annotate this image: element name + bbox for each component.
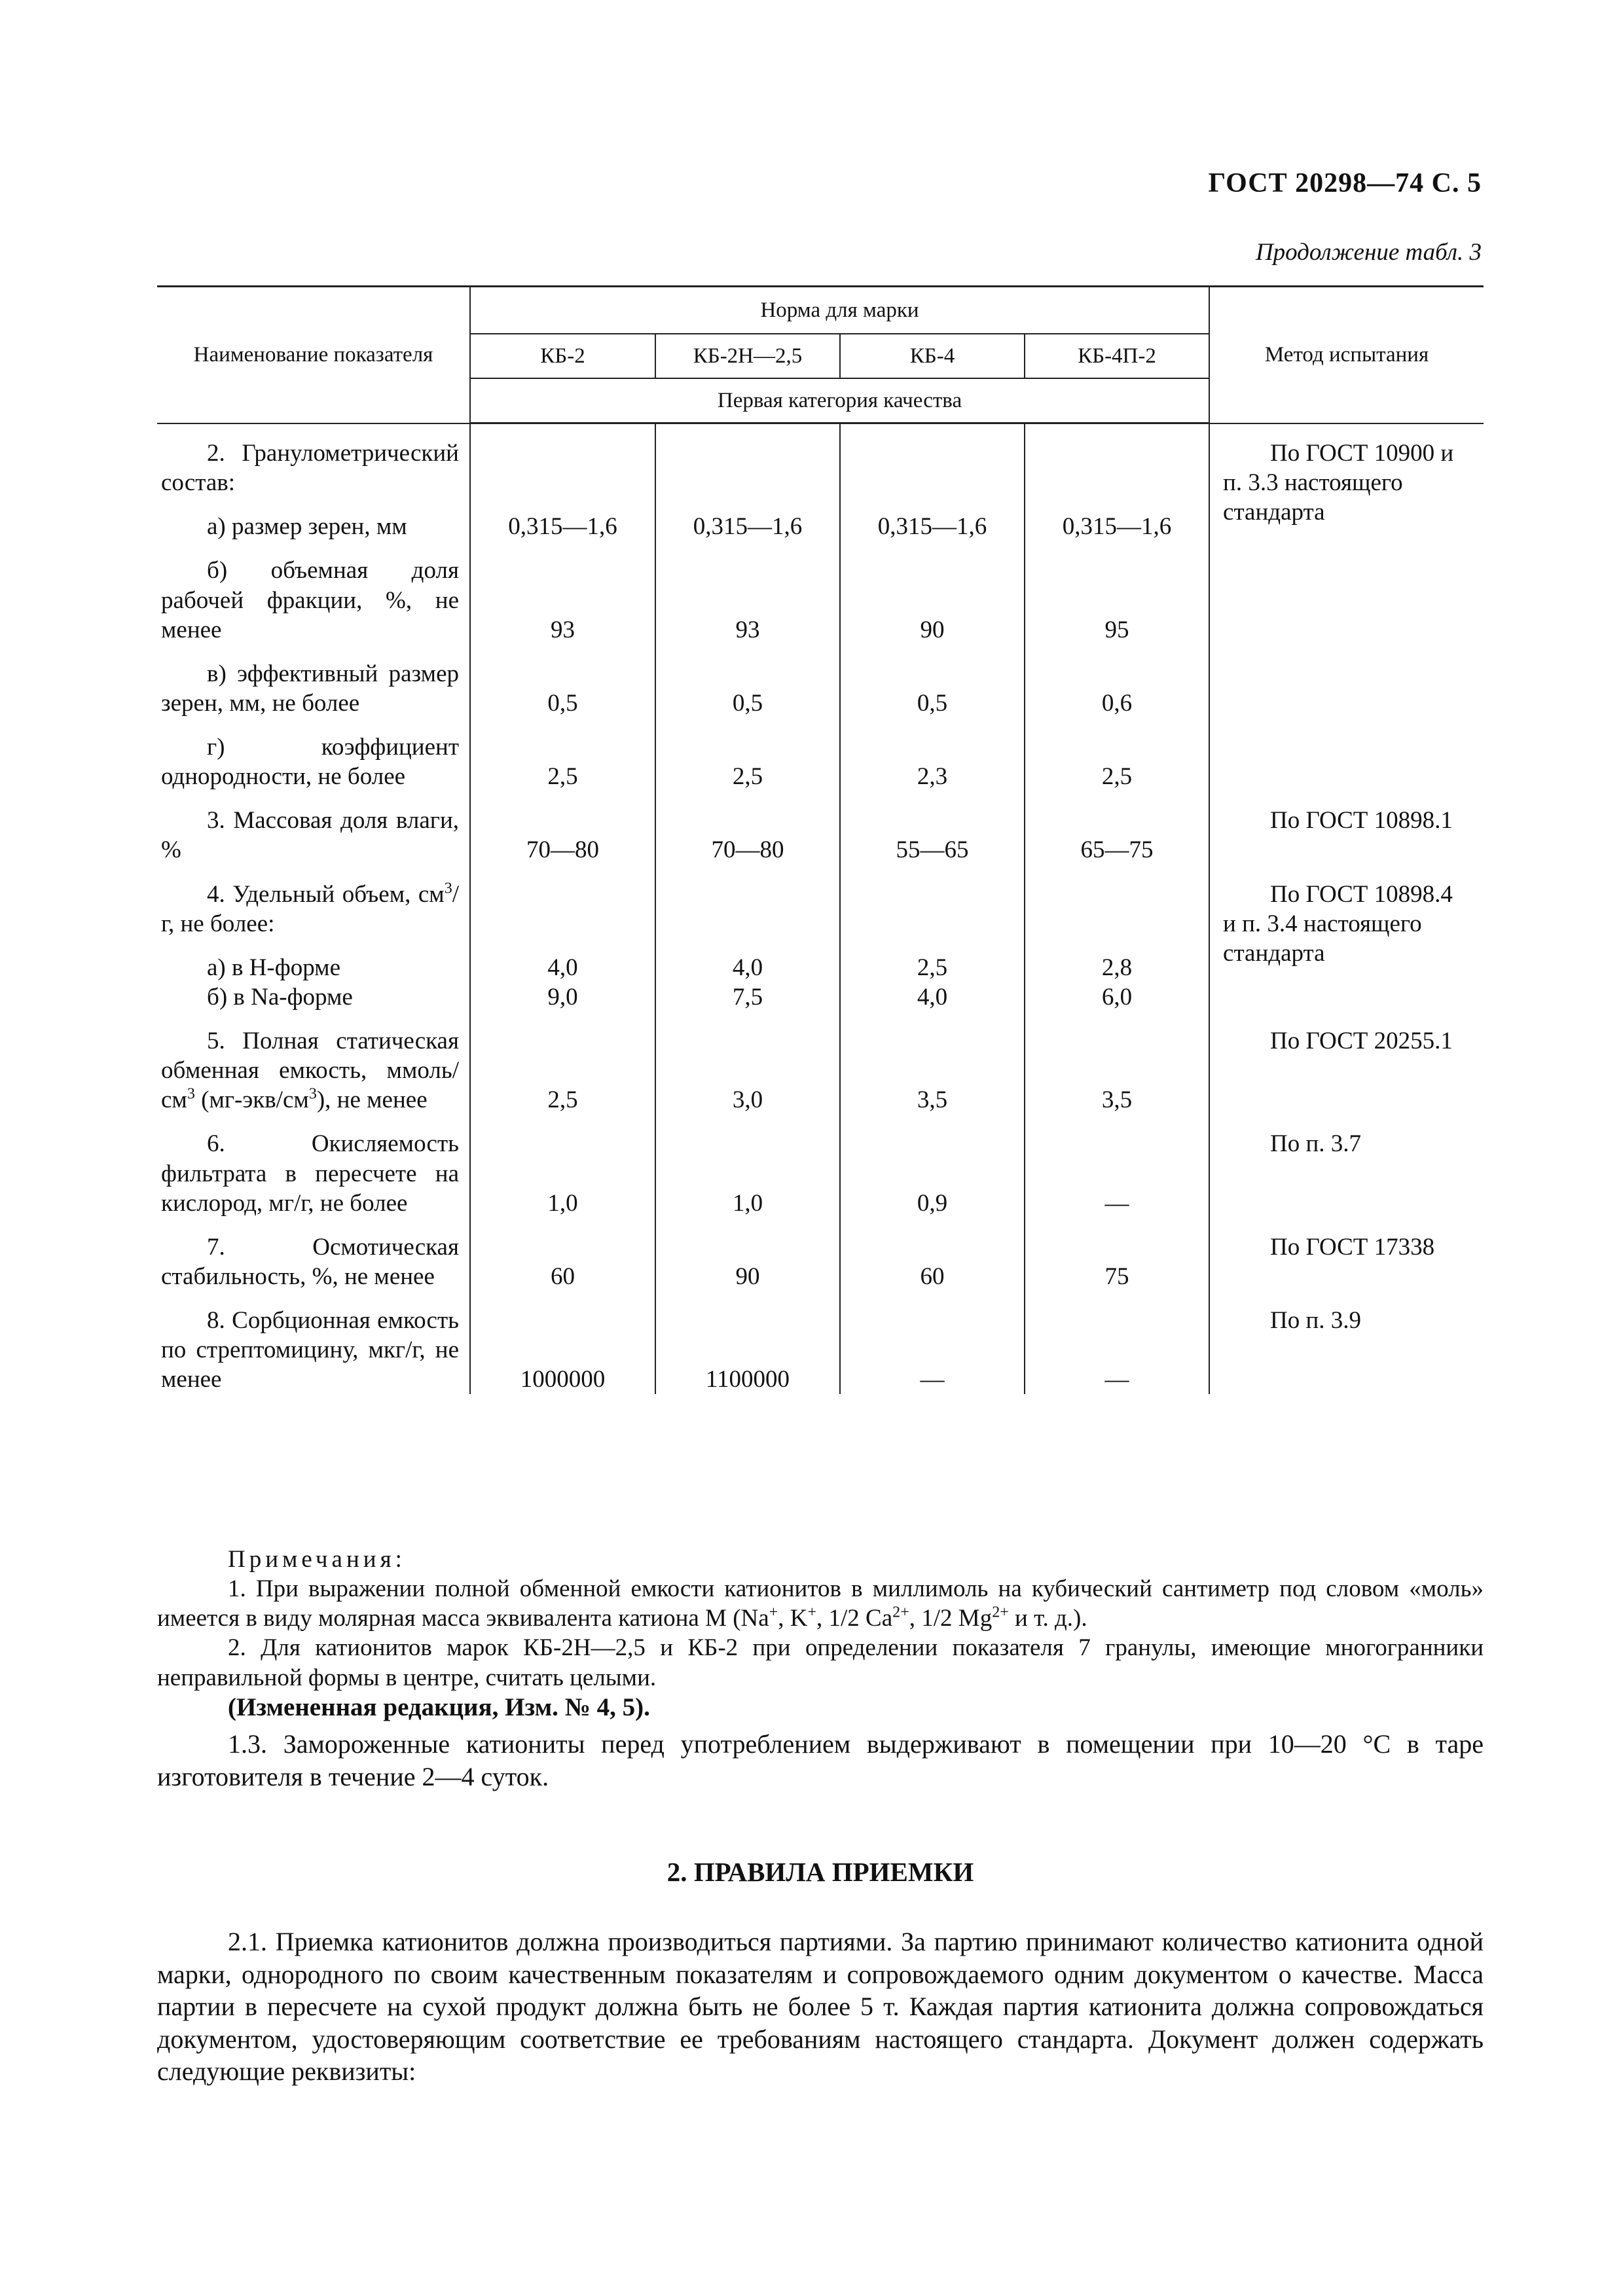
- value-cell: 2,5: [470, 732, 655, 791]
- parameter-name: 2. Гранулометрический состав:: [161, 440, 459, 497]
- value-cell: 90: [655, 1232, 840, 1291]
- value-cell: 0,5: [655, 659, 840, 718]
- value-cell: 93: [655, 556, 840, 644]
- value-cell: 0,315—1,6: [840, 512, 1025, 541]
- notes-block: [157, 1545, 1484, 1693]
- parameter-name: а) в Н-форме: [207, 954, 341, 981]
- paragraph-1-3: 1.3. Замороженные катиониты перед употреблением выдерживают в помещении при 10—20 °С в таре изготовителя в течение 2—4 суток.: [157, 1729, 1484, 1791]
- specification-table: [157, 285, 1484, 1394]
- value-cell: 4,0: [470, 953, 655, 982]
- value-cell: 0,6: [1025, 659, 1209, 718]
- value-cell: 0,315—1,6: [655, 512, 840, 541]
- test-method: По ГОСТ 10900 и п. 3.3 настоящего стандарта: [1209, 439, 1484, 791]
- parameter-name: в) эффективный размер зерен, мм, не более: [161, 660, 459, 717]
- value-cell: 0,315—1,6: [470, 512, 655, 541]
- test-method: По ГОСТ 10898.1: [1209, 806, 1484, 865]
- value-cell: 0,315—1,6: [1025, 512, 1209, 541]
- value-cell: 60: [470, 1232, 655, 1291]
- value-cell: 2,3: [840, 732, 1025, 791]
- test-method: По п. 3.7: [1209, 1129, 1484, 1217]
- value-cell: 2,5: [470, 1026, 655, 1115]
- test-method: По ГОСТ 17338: [1209, 1232, 1484, 1291]
- value-cell: 90: [840, 556, 1025, 644]
- value-cell: 3,5: [840, 1026, 1025, 1115]
- value-cell: 3,0: [655, 1026, 840, 1115]
- value-cell: 0,9: [840, 1129, 1025, 1217]
- value-cell: —: [840, 1306, 1025, 1394]
- value-cell: 4,0: [655, 953, 840, 982]
- value-cell: 93: [470, 556, 655, 644]
- test-method: По ГОСТ 20255.1: [1209, 1026, 1484, 1115]
- parameter-name: 4. Удельный объем, $см^3/г$, не более:: [161, 880, 459, 937]
- note-1: 1. При выражении полной обменной емкости катионитов в миллимоль на кубический сантиметр под словом «моль» имеется в виду молярная масса эквивалента катиона М (Na+, K+, 1/2 $Ca^{2+}$, 1/2 $Mg^{2+}$ и т. д.).: [157, 1575, 1484, 1632]
- parameter-name: 6. Окисляемость фильтрата в пересчете на кислород, мг/г, не более: [161, 1130, 459, 1217]
- header-grade: КБ-4П-2: [1025, 334, 1209, 378]
- table-row: [157, 1306, 1484, 1394]
- table-row: [157, 806, 1484, 865]
- section-title: 2. ПРАВИЛА ПРИЕМКИ: [666, 1857, 974, 1887]
- value-cell: 1100000: [655, 1306, 840, 1394]
- parameter-name: 7. Осмотическая стабильность, %, не менее: [161, 1233, 459, 1290]
- value-cell: 0,5: [840, 659, 1025, 718]
- parameter-name: б) объемная доля рабочей фракции, %, не менее: [161, 557, 459, 643]
- table-row: [157, 1129, 1484, 1217]
- value-cell: 65—75: [1025, 806, 1209, 865]
- value-cell: 3,5: [1025, 1026, 1209, 1115]
- header-grade: КБ-2Н—2,5: [655, 334, 840, 378]
- header-quality-category: Первая категория качества: [470, 378, 1209, 423]
- value-cell: 4,0: [840, 982, 1025, 1012]
- parameter-name: а) размер зерен, мм: [207, 513, 407, 541]
- value-cell: 70—80: [655, 806, 840, 865]
- header-test-method: Метод испытания: [1209, 287, 1484, 423]
- value-cell: 2,5: [1025, 732, 1209, 791]
- test-method: По п. 3.9: [1209, 1306, 1484, 1394]
- parameter-name: 3. Массовая доля влаги, %: [161, 807, 459, 864]
- value-cell: 60: [840, 1232, 1025, 1291]
- value-cell: 1,0: [470, 1129, 655, 1217]
- value-cell: 95: [1025, 556, 1209, 644]
- parameter-name: 8. Сорбционная емкость по стрептомицину, мкг/г, не менее: [161, 1307, 459, 1393]
- header-grade: КБ-4: [840, 334, 1025, 378]
- table-row: [157, 439, 1484, 497]
- value-cell: 55—65: [840, 806, 1025, 865]
- value-cell: 2,5: [655, 732, 840, 791]
- value-cell: —: [1025, 1306, 1209, 1394]
- value-cell: 2,8: [1025, 953, 1209, 982]
- value-cell: 0,5: [470, 659, 655, 718]
- value-cell: 7,5: [655, 982, 840, 1012]
- value-cell: 70—80: [470, 806, 655, 865]
- value-cell: 1000000: [470, 1306, 655, 1394]
- parameter-name: 5. Полная статическая обменная емкость, ммоль/$см^3$ $(мг-экв/см^3)$, не менее: [161, 1028, 459, 1114]
- test-method: По ГОСТ 10898.4 и п. 3.4 настоящего стандарта: [1209, 880, 1484, 1013]
- value-cell: 6,0: [1025, 982, 1209, 1012]
- note-2: 2. Для катионитов марок КБ-2Н—2,5 и КБ-2 при определении показателя 7 гранулы, имеющие многогранники неправильной формы в центре, считать целыми.: [157, 1634, 1484, 1691]
- header-norm: Норма для марки: [470, 287, 1209, 334]
- table-row: [157, 1232, 1484, 1291]
- table-continuation-label: Продолжение табл. 3: [1255, 239, 1482, 266]
- value-cell: 2,5: [840, 953, 1025, 982]
- parameter-name: б) в Na-форме: [207, 983, 353, 1011]
- value-cell: 75: [1025, 1232, 1209, 1291]
- notes-title: Примечания:: [228, 1546, 406, 1573]
- paragraph-2-1: 2.1. Приемка катионитов должна производиться партиями. За партию принимают количество катионита одной марки, однородного по своим качественным показателям и сопровождаемого одним документом о качестве. Масса партии в пересчете на сухой продукт должна быть не более 5 т. Каждая партия катионита должна сопровождаться документом, удостоверяющим соответствие ее требованиям настоящего стандарта. Документ должен содержать следующие реквизиты:: [157, 1927, 1484, 2087]
- document-reference: ГОСТ 20298—74 С. 5: [1208, 168, 1482, 198]
- value-cell: 9,0: [470, 982, 655, 1012]
- table-row: [157, 880, 1484, 939]
- header-grade: КБ-2: [470, 334, 655, 378]
- value-cell: —: [1025, 1129, 1209, 1217]
- amendment-note: (Измененная редакция, Изм. № 4, 5).: [228, 1693, 650, 1721]
- header-parameter-name: Наименование показателя: [157, 287, 470, 423]
- value-cell: 1,0: [655, 1129, 840, 1217]
- table-row: [157, 1026, 1484, 1115]
- parameter-name: г) коэффициент однородности, не более: [161, 734, 459, 791]
